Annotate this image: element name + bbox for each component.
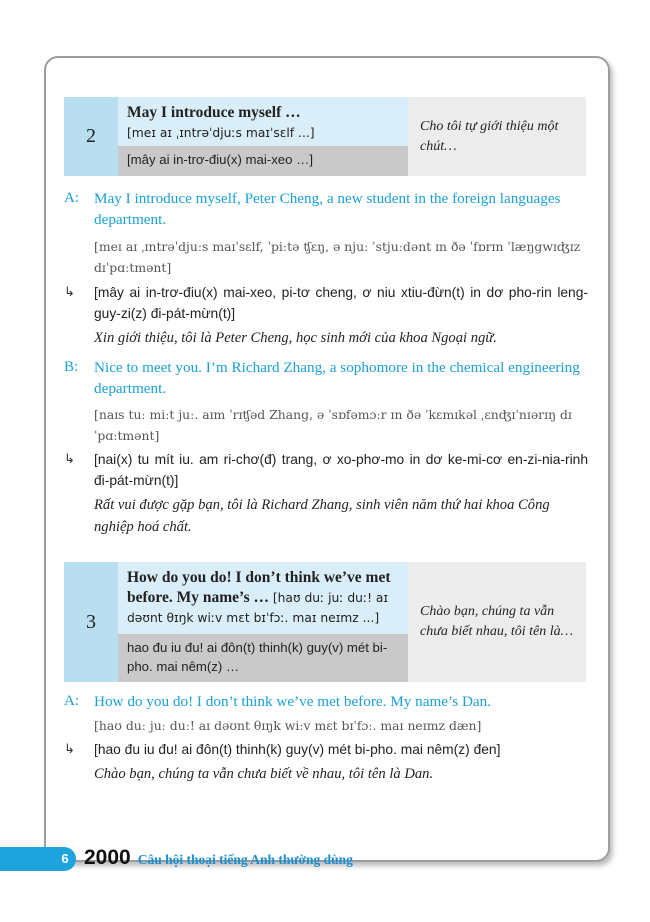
dialogue-ipa: [meɪ aɪ ˌɪntrəˈdjuːs maɪˈsɛlf, ˈpiːtə ʧɛŋ, ə njuː ˈstjuːdənt ɪn ðə ˈfɒrɪn ˈlæŋgwɪʤɪz dɪˈpɑːtmənt] <box>94 239 581 275</box>
dialogue-ipa: [naɪs tuː miːt juː. aɪm ˈrɪʧəd Zhang, ə ˈsɒfəmɔːr ɪn ðə ˈkɛmɪkəl ˌɛnʤɪˈnɪərɪŋ dɪˈpɑːtmənt] <box>94 407 572 443</box>
phrase-ipa: [haʊ duː juː duː! aɪ dəʊnt θɪŋk wiːv mɛt bɪˈfɔː. maɪ neɪmz ...] <box>127 591 389 625</box>
dialogue-translation: Rất vui được gặp bạn, tôi là Richard Zhang, sinh viên năm thứ hai khoa Công nghiệp hoá chất. <box>94 497 550 535</box>
dialogue-pronunciation <box>64 282 588 324</box>
dialogue-ipa: [haʊ duː juː duː! aɪ dəʊnt θɪŋk wiːv mɛt bɪˈfɔː. maɪ neɪmz dæn] <box>94 718 482 733</box>
dialogue-translation: Chào bạn, chúng ta vẫn chưa biết về nhau, tôi tên là Dan. <box>94 766 434 782</box>
speaker-label: A: <box>64 693 79 709</box>
dialogue-text: May I introduce myself, Peter Cheng, a new student in the foreign languages department. <box>94 190 561 228</box>
pronunciation-text: [hao đu iu đu! ai đôn(t) thinh(k) guy(v) mét bi-pho. mai nêm(z) đen] <box>94 742 501 757</box>
page-number: 6 <box>61 851 69 866</box>
phrase-translation: Chào bạn, chúng ta vẫn chưa biết nhau, tôi tên là… <box>408 562 586 682</box>
pronunciation-text: [nai(x) tu mít iu. am ri-chơ(đ) trang, ơ xo-phơ-mo in dơ ke-mi-cơ en-zi-nia-rinh đi-pát-mừn(t)] <box>94 452 588 488</box>
pronunciation-text: [mây ai in-trơ-điu(x) mai-xeo, pi-tơ cheng, ơ niu xtiu-đừn(t) in dơ pho-rin leng-guy-zi(z) đi-pát-mừn(t)] <box>94 285 588 321</box>
entry-number: 2 <box>64 97 118 176</box>
phrase-main <box>118 97 408 146</box>
pointing-hand-icon: ↳ <box>64 285 75 300</box>
phrase-box-3 <box>64 562 586 682</box>
phrase-ipa: [meɪ aɪ ˌɪntrəˈdjuːs maɪˈsɛlf ...] <box>127 126 315 140</box>
dialogue-pronunciation <box>64 739 588 760</box>
dialogue-text: How do you do! I don’t think we’ve met before. My name’s Dan. <box>94 693 492 710</box>
phrase-translation: Cho tôi tự giới thiệu một chút… <box>408 97 586 176</box>
book-title <box>84 845 353 871</box>
entry-number: 3 <box>64 562 118 682</box>
dialogue-line <box>64 188 588 230</box>
book-subtitle: Câu hội thoại tiếng Anh thường dùng <box>137 852 353 867</box>
book-number: 2000 <box>84 846 131 869</box>
phrase-cell <box>118 562 408 682</box>
dialogue-line <box>64 357 588 399</box>
dialogue-line <box>64 691 588 712</box>
phrase-text: How do you do! I don’t think we’ve met before. My name’s … <box>127 569 391 606</box>
dialogue-pronunciation <box>64 449 588 491</box>
phrase-pronunciation: [mây ai in-trơ-điu(x) mai-xeo …] <box>118 146 408 176</box>
phrase-box-2 <box>64 97 586 176</box>
pointing-hand-icon: ↳ <box>64 452 75 467</box>
speaker-label: A: <box>64 190 79 206</box>
phrase-main <box>118 562 408 634</box>
phrase-pronunciation: hao đu iu đu! ai đôn(t) thinh(k) guy(v) mét bi-pho. mai nêm(z) … <box>118 634 408 682</box>
pointing-hand-icon: ↳ <box>64 742 75 757</box>
dialogue-translation: Xin giới thiệu, tôi là Peter Cheng, học sinh mới của khoa Ngoại ngữ. <box>94 330 497 346</box>
speaker-label: B: <box>64 359 79 375</box>
dialogue-text: Nice to meet you. I’m Richard Zhang, a sophomore in the chemical engineering department. <box>94 359 580 397</box>
phrase-cell <box>118 97 408 176</box>
phrase-text: May I introduce myself … <box>127 104 301 121</box>
